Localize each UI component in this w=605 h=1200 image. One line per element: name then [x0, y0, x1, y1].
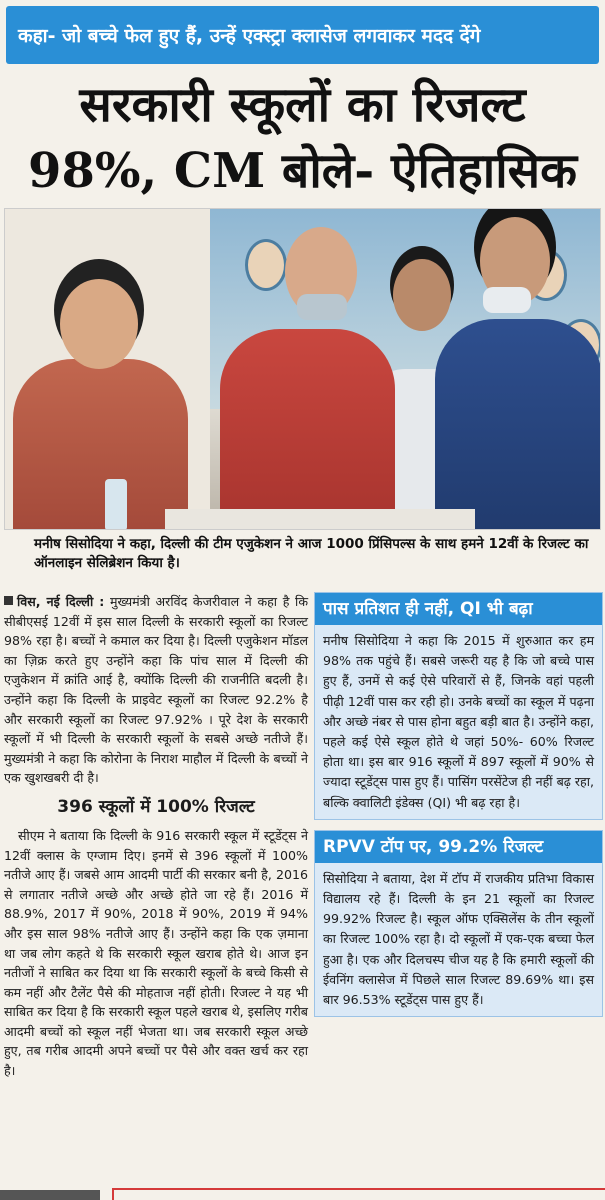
bullet-square-icon	[4, 596, 13, 605]
water-bottle	[105, 479, 127, 530]
divider	[112, 1188, 605, 1200]
sidebar-column	[314, 592, 603, 1017]
box-title: RPVV टॉप पर, 99.2% रिजल्ट	[315, 831, 602, 863]
article-subhead: 396 स्कूलों में 100% रिजल्ट	[57, 796, 255, 817]
box-title: पास प्रतिशत ही नहीं, QI भी बढ़ा	[315, 593, 602, 625]
person-woman-head	[60, 279, 138, 369]
person-man-red-shirt	[220, 329, 395, 530]
dateline: विस, नई दिल्ली :	[17, 594, 105, 609]
face-mask	[483, 287, 531, 313]
main-article	[4, 592, 308, 1081]
divider	[0, 1190, 100, 1200]
box-body: मनीष सिसोदिया ने कहा कि 2015 में शुरुआत कर हम 98% तक पहुंचे हैं। सबसे जरूरी यह है कि जो बच्चे पास हुए हैं, उनमें से कई ऐसे परिवारों से हैं, जिनके वहां पहली पीढ़ी 12वीं पास कर रही हो। उनके बच्चों का स्कूल में पढ़ना और अच्छे नंबर से पास होना बहुत बड़ी बात है। उन्होंने कहा, पहले कई ऐसे स्कूल होते थे जहां 50%- 60% रिजल्ट होता था। इस बार 916 स्कूलों में 897 स्कूलों में 90% से ज्यादा स्टूडेंट्स पास हुए हैं। पासिंग परसेंटेज ही नहीं बढ़ रहा, बल्कि क्वालिटी इंडेक्स (QI) भी बढ़ रहा है।	[323, 633, 594, 810]
headline-line-2: 98%, CM बोले- ऐतिहासिक	[28, 143, 577, 199]
poster-face	[245, 239, 287, 291]
banner-text: कहा- जो बच्चे फेल हुए हैं, उन्हें एक्स्ट्रा क्लासेज लगवाकर मदद देंगे	[18, 25, 481, 47]
person-man-blue-shirt	[435, 319, 601, 530]
bottom-edge	[0, 1186, 605, 1200]
sidebar-box-qi	[314, 592, 603, 820]
article-para-1	[4, 592, 308, 788]
photo-caption: मनीष सिसोदिया ने कहा, दिल्ली की टीम एजुकेशन ने आज 1000 प्रिंसिपल्स के साथ हमने 12वीं के रिजल्ट का ऑनलाइन सेलिब्रेशन किया है।	[34, 536, 589, 571]
top-banner	[6, 6, 599, 64]
news-photo	[4, 208, 601, 530]
sidebar-box-rpvv	[314, 830, 603, 1017]
person-man-white-shirt-head	[393, 259, 451, 331]
face-mask	[297, 294, 347, 320]
person-woman	[13, 359, 188, 530]
article-para-2: सीएम ने बताया कि दिल्ली के 916 सरकारी स्कूल में स्टूडेंट्स ने 12वीं क्लास के एग्जाम दिए। इनमें से 396 स्कूलों में 100% नतीजे आए हैं। जबसे आम आदमी पार्टी की सरकार बनी है, 2016 से लगातार नतीजे अच्छे और अच्छे होते जा रहे हैं। 2016 में 88.9%, 2017 में 90%, 2018 में 90%, 2019 में 94% और इस साल 98% नतीजे आए हैं। उन्होंने कहा कि एक ज़माना था जब लोग कहते थे कि सरकारी स्कूल खराब होते थे। आज इन नतीजों ने साबित कर दिया था कि सरकारी स्कूलों के बच्चे किसी से कम नहीं और टैलेंट पैसे की मोहताज नहीं होती। रिजल्ट ने यह भी साबित कर दिया है कि सरकारी स्कूल पहले खराब थे, इसलिए गरीब आदमी बच्चों को स्कूल नहीं भेजता था। जब सरकारी स्कूल अच्छे हुए, तब गरीब आदमी अपने बच्चों पर पैसे और वक्त खर्च कर रहा है।	[4, 827, 308, 1079]
box-body: सिसोदिया ने बताया, देश में टॉप में राजकीय प्रतिभा विकास विद्यालय रहे हैं। दिल्ली के इन 21 स्कूलों का रिजल्ट 99.92% रिजल्ट है। स्कूल ऑफ एक्सिलेंस के तीन स्कूलों का रिजल्ट 100% रहा है। दो स्कूलों में एक-एक बच्चा फेल हुआ है। एक और दिलचस्प चीज यह है कि हमारी स्कूलों की ईवनिंग क्लासेज में पिछले साल रिजल्ट 89.69% था। इस बार 96.53% स्टूडेंट्स पास हुए हैं।	[323, 870, 594, 1008]
table	[165, 509, 475, 530]
headline-line-1: सरकारी स्कूलों का रिजल्ट	[79, 77, 526, 133]
article-para-1-text: मुख्यमंत्री अरविंद केजरीवाल ने कहा है कि सीबीएसई 12वीं में इस साल दिल्ली के सरकारी स्कूलों का रिजल्ट 98% रहा है। बच्चों ने कमाल कर दिया है। दिल्ली एजुकेशन मॉडल का ज़िक्र करते हुए उन्होंने कहा कि पांच साल में दिल्ली की एजुकेशन में क्रांति आई है, क्योंकि दिल्ली की राजनीति बदली है। उन्होंने कहा कि दिल्ली के प्राइवेट स्कूलों का रिजल्ट 92.2% है और सरकारी स्कूलों का रिजल्ट 97.92% । पूरे देश के सरकारी स्कूलों में भी दिल्ली के सरकारी स्कूलों के सबसे अच्छे नतीजे हैं। मुख्यमंत्री ने कहा कि कोरोना के निराश माहौल में दिल्ली के बच्चों ने एक खुशखबरी दी है।	[4, 594, 308, 786]
